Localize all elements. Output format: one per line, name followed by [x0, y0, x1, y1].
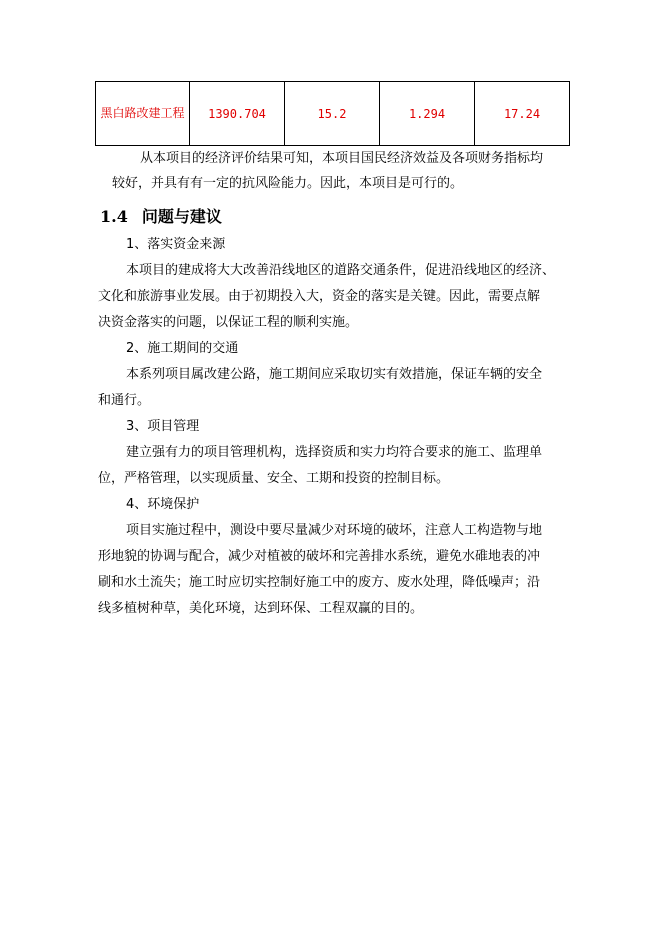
- table-row: [96, 82, 570, 146]
- item-heading: 4、环境保护: [126, 497, 200, 512]
- paragraph-line: 文化和旅游事业发展。由于初期投入大，资金的落实是关键。因此，需要点解: [98, 289, 541, 304]
- value-cell: 17.24: [475, 82, 570, 146]
- paragraph-line: 刷和水土流失；施工时应切实控制好施工中的废方、废水处理，降低噪声；沿: [98, 575, 541, 590]
- section-heading: [100, 204, 222, 227]
- paragraph-line: 线多植树种草，美化环境，达到环保、工程双赢的目的。: [98, 601, 424, 616]
- item-heading: 2、施工期间的交通: [126, 341, 239, 356]
- economic-indicators-table: [95, 81, 570, 146]
- paragraph-line: 位，严格管理，以实现质量、安全、工期和投资的控制目标。: [98, 471, 450, 486]
- paragraph-line: 建立强有力的项目管理机构，选择资质和实力均符合要求的施工、监理单: [126, 445, 543, 460]
- conclusion-line: 从本项目的经济评价结果可知，本项目国民经济效益及各项财务指标均: [140, 151, 544, 166]
- paragraph-line: 决资金落实的问题，以保证工程的顺利实施。: [98, 315, 359, 330]
- conclusion-line: 较好，并具有有一定的抗风险能力。因此，本项目是可行的。: [112, 176, 464, 191]
- paragraph-line: 项目实施过程中，测设中要尽量减少对环境的破坏，注意人工构造物与地: [126, 523, 543, 538]
- section-title: 问题与建议: [141, 207, 222, 226]
- project-name-cell: 黑白路改建工程: [96, 82, 190, 146]
- paragraph-line: 和通行。: [98, 393, 151, 408]
- value-cell: 1390.704: [190, 82, 285, 146]
- paragraph-line: 本项目的建成将大大改善沿线地区的道路交通条件，促进沿线地区的经济、: [126, 263, 556, 278]
- section-number: 1.4: [100, 207, 128, 226]
- value-cell: 1.294: [380, 82, 475, 146]
- value-cell: 15.2: [285, 82, 380, 146]
- paragraph-line: 形地貌的协调与配合，减少对植被的破坏和完善排水系统，避免水碓地表的冲: [98, 549, 541, 564]
- item-heading: 3、项目管理: [126, 419, 200, 434]
- paragraph-line: 本系列项目属改建公路，施工期间应采取切实有效措施，保证车辆的安全: [126, 367, 543, 382]
- item-heading: 1、落实资金来源: [126, 237, 226, 252]
